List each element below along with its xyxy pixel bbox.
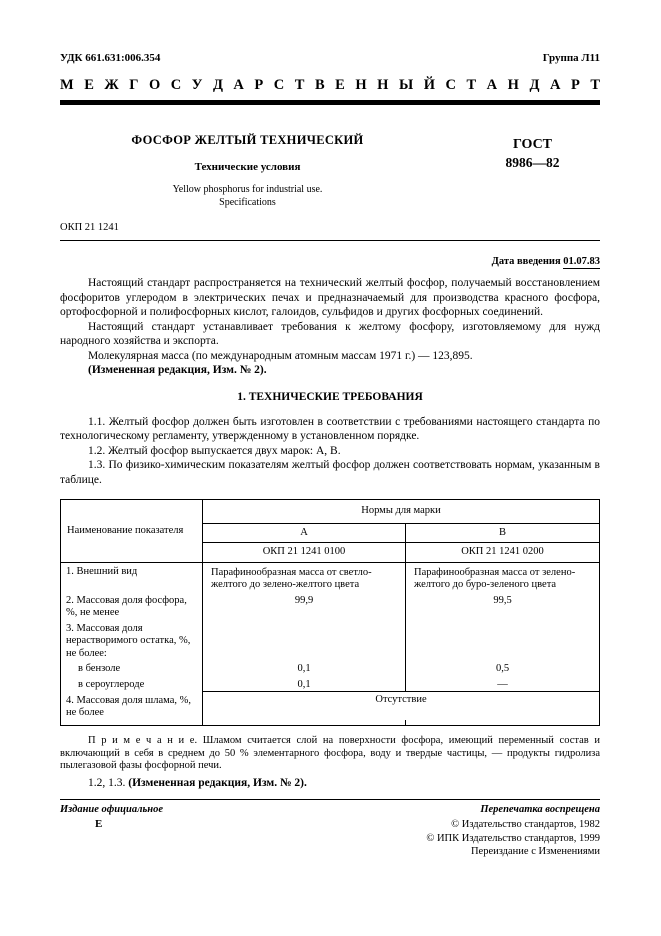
table-row xyxy=(61,660,600,676)
table-spacer-row xyxy=(61,720,600,726)
row-value-a xyxy=(203,620,406,661)
title-divider xyxy=(60,240,600,241)
clause-1-1: 1.1. Желтый фосфор должен быть изготовлен в соответствии с требованиями настоящего стандарта по технологическому регламенту, утвержденному в установленном порядке. xyxy=(60,415,600,442)
clause-1-2: 1.2. Желтый фосфор выпускается двух марок: А, В. xyxy=(88,444,341,457)
row-value-combined: Отсутствие xyxy=(203,692,600,720)
udk-code: УДК 661.631:006.354 xyxy=(60,52,161,64)
column-header-okp-a: ОКП 21 1241 0100 xyxy=(203,543,406,563)
title-block-left xyxy=(60,133,465,209)
gost-number-block xyxy=(465,133,600,209)
intro-paragraph-1: Настоящий стандарт распространяется на технический желтый фосфор, получаемый восстановлением фосфоритов углеродом в электрических печах и предназначаемый для производства красного фосфора, ортофосфорной и полифосфорных кислот, галоидов, сульфидов и других фосфорных соединений. xyxy=(60,277,600,318)
row-indicator: в бензоле xyxy=(78,663,121,674)
row-value-a: 0,1 xyxy=(203,676,406,692)
header-rule xyxy=(60,100,600,105)
copyright-line-1982: © Издательство стандартов, 1982 xyxy=(451,819,600,830)
amendment-line xyxy=(60,776,600,791)
row-value-b: 0,5 xyxy=(406,660,600,676)
interstate-standard-heading: М Е Ж Г О С У Д А Р С Т В Е Н Н Ы Й С Т А Н Д А Р Т xyxy=(60,77,600,93)
copyright-block xyxy=(426,818,600,859)
document-title: ФОСФОР ЖЕЛТЫЙ ТЕХНИЧЕСКИЙ xyxy=(131,133,364,147)
intro-paragraph-3: Молекулярная масса (по международным атомным массам 1971 г.) — 123,895. xyxy=(88,349,473,362)
row-value-b: Парафинообразная масса от зелено-желтого до буро-зеленого цвета xyxy=(406,562,600,592)
reprint-prohibited-label: Перепечатка воспрещена xyxy=(480,804,600,815)
table-row xyxy=(61,620,600,661)
row-value-b: 99,5 xyxy=(406,592,600,620)
row-indicator: в сероуглероде xyxy=(78,678,145,690)
table-note-text: Шламом считается слой на поверхности фосфора, имеющий переменный состав и включающий в себя в среднем до 50 % элементарного фосфора, воду и твердые частицы, — продукты гидролиза пылегазовой фазы фосфорной печи. xyxy=(60,735,600,771)
copyright-line-1999: © ИПК Издательство стандартов, 1999 xyxy=(426,832,600,844)
row-indicator: 2. Массовая доля фосфора, %, не менее xyxy=(66,594,187,618)
okp-code: ОКП 21 1241 xyxy=(60,222,119,233)
column-header-indicator: Наименование показателя xyxy=(61,500,203,563)
edition-letter: Е xyxy=(95,818,103,830)
intro-paragraph-2: Настоящий стандарт устанавливает требования к желтому фосфору, изготовляемому для нужд народного хозяйства и экспорта. xyxy=(60,320,600,347)
document-title-english-line1: Yellow phosphorus for industrial use. xyxy=(172,184,323,195)
document-title-english xyxy=(60,184,435,209)
amendment-prefix: 1.2, 1.3. xyxy=(88,776,129,789)
row-value-a: 99,9 xyxy=(203,592,406,620)
table-note-label: П р и м е ч а н и е. xyxy=(88,735,198,746)
row-indicator: 3. Массовая доля нерастворимого остатка, %, не более: xyxy=(66,622,191,659)
footer-notice-row xyxy=(60,804,600,815)
requirements-table xyxy=(60,499,600,726)
gost-label: ГОСТ xyxy=(512,137,553,152)
table-row xyxy=(61,562,600,592)
amendment-bold-text: (Измененная редакция, Изм. № 2). xyxy=(128,776,307,789)
row-indicator: 4. Массовая доля шлама, %, не более xyxy=(66,694,191,718)
official-edition-label: Издание официальное xyxy=(60,804,164,815)
column-header-mark-b: В xyxy=(406,523,600,543)
row-indicator: 1. Внешний вид xyxy=(66,565,138,577)
column-header-norms: Нормы для марки xyxy=(203,500,600,524)
footer-divider xyxy=(60,799,600,800)
document-title-english-line2: Specifications xyxy=(219,196,276,208)
row-value-a: Парафинообразная масса от светло-желтого до зелено-желтого цвета xyxy=(203,562,406,592)
effective-date-label: Дата введения xyxy=(491,256,564,267)
group-code: Группа Л11 xyxy=(542,52,600,64)
footer-bottom-row xyxy=(60,818,600,859)
row-value-b xyxy=(406,620,600,661)
clause-1-3: 1.3. По физико-химическим показателям желтый фосфор должен соответствовать нормам, указанным в таблице. xyxy=(60,459,600,486)
title-block xyxy=(60,133,600,209)
table-note xyxy=(60,735,600,773)
row-value-a: 0,1 xyxy=(203,660,406,676)
requirements-table-header xyxy=(61,500,600,563)
top-row xyxy=(60,52,600,64)
gost-number: 8986—82 xyxy=(505,155,560,170)
table-row xyxy=(61,692,600,720)
intro-amendment-note: (Измененная редакция, Изм. № 2). xyxy=(88,364,267,376)
table-row xyxy=(61,676,600,692)
reissue-note: Переиздание с Изменениями xyxy=(470,846,600,857)
column-header-okp-b: ОКП 21 1241 0200 xyxy=(406,543,600,563)
effective-date-value: 01.07.83 xyxy=(563,256,600,267)
effective-date xyxy=(60,256,600,267)
row-value-b: — xyxy=(406,676,600,692)
section-1-heading: 1. ТЕХНИЧЕСКИЕ ТРЕБОВАНИЯ xyxy=(237,390,423,403)
table-row xyxy=(61,592,600,620)
column-header-mark-a: А xyxy=(203,523,406,543)
document-subtitle: Технические условия xyxy=(194,161,301,173)
